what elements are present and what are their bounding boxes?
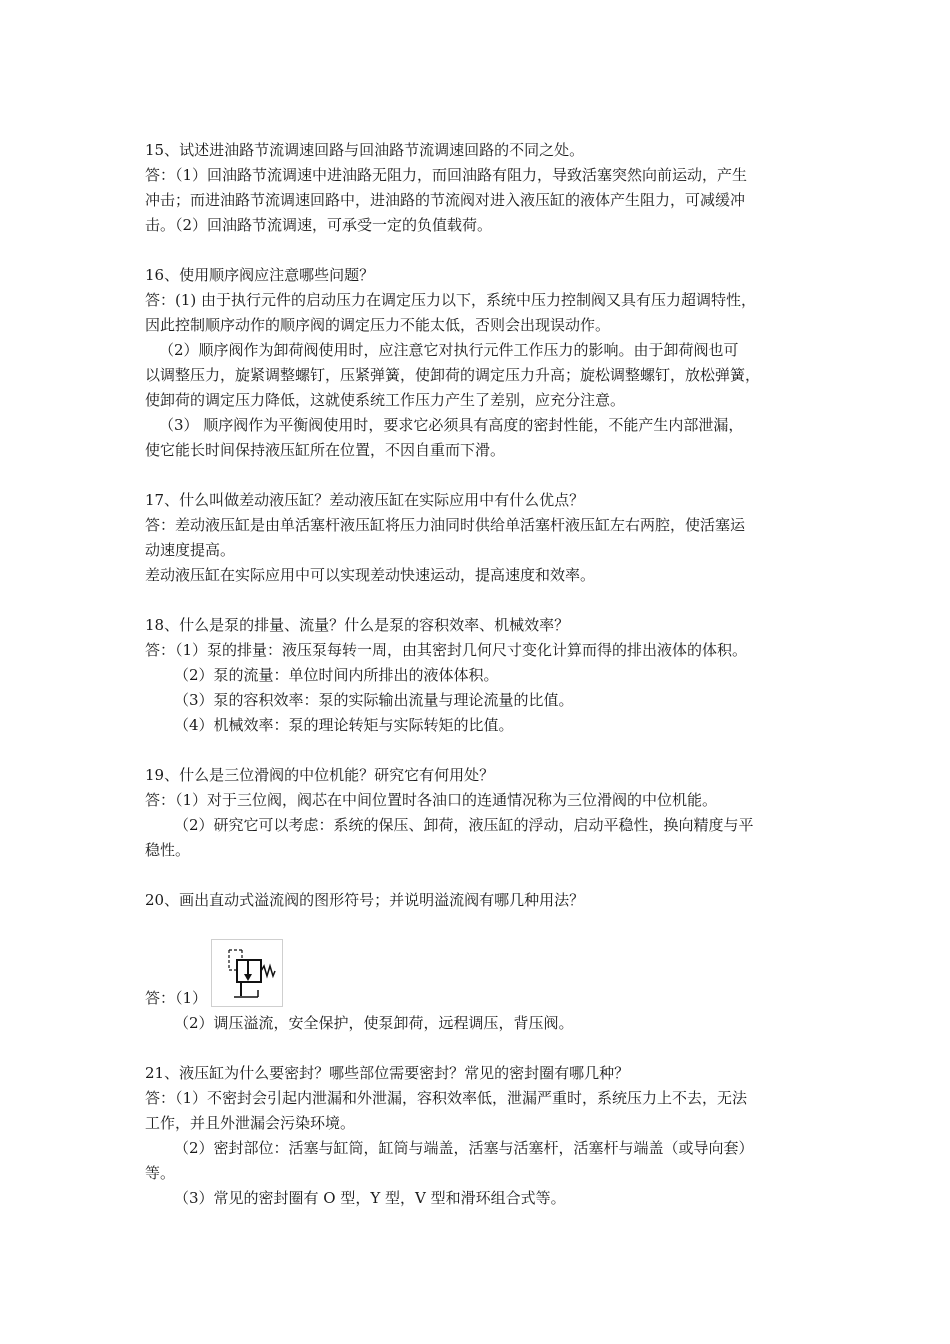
symbol-answer-line (145, 921, 810, 1011)
answer-line: 答：（1）回油路节流调速中进油路无阻力，而回油路有阻力，导致活塞突然向前运动，产生 (145, 166, 748, 184)
answer-label: 答：（1） (145, 989, 208, 1007)
answer-line: 以调整压力，旋紧调整螺钉，压紧弹簧，使卸荷的调定压力升高；旋松调整螺钉，放松弹簧， (145, 366, 761, 384)
answer-line: 答：（1）不密封会引起内泄漏和外泄漏，容积效率低，泄漏严重时，系统压力上不去，无法 (145, 1089, 748, 1107)
answer-line: 答：(1) 由于执行元件的启动压力在调定压力以下，系统中压力控制阀又具有压力超调特性， (145, 291, 757, 309)
question-21: 21、液压缸为什么要密封？哪些部位需要密封？常见的密封圈有哪几种？ (145, 1064, 630, 1082)
qa-block-20 (145, 888, 810, 1036)
answer-line: 等。 (145, 1164, 176, 1182)
question-15: 15、试述进油路节流调速回路与回油路节流调速回路的不同之处。 (145, 141, 585, 159)
answer-line: （4）机械效率：泵的理论转矩与实际转矩的比值。 (174, 716, 514, 734)
answer-line: 稳性。 (145, 841, 191, 859)
answer-line: 动速度提高。 (145, 541, 236, 559)
qa-block-17 (145, 488, 810, 588)
answer-line: 答：差动液压缸是由单活塞杆液压缸将压力油同时供给单活塞杆液压缸左右两腔，使活塞运 (145, 516, 746, 534)
qa-block-15 (145, 138, 810, 238)
answer-line: （2）密封部位：活塞与缸筒，缸筒与端盖，活塞与活塞杆，活塞杆与端盖（或导向套） (174, 1139, 754, 1157)
answer-line: （3） 顺序阀作为平衡阀使用时，要求它必须具有高度的密封性能，不能产生内部泄漏， (159, 416, 744, 434)
answer-line: 差动液压缸在实际应用中可以实现差动快速运动，提高速度和效率。 (145, 566, 596, 584)
relief-valve-symbol-icon (211, 939, 283, 1007)
question-19: 19、什么是三位滑阀的中位机能？研究它有何用处？ (145, 766, 495, 784)
answer-line: （2）泵的流量：单位时间内所排出的液体体积。 (174, 666, 499, 684)
answer-line: 使它能长时间保持液压缸所在位置，不因自重而下滑。 (145, 441, 506, 459)
question-20: 20、画出直动式溢流阀的图形符号；并说明溢流阀有哪几种用法？ (145, 891, 585, 909)
question-18: 18、什么是泵的排量、流量？什么是泵的容积效率、机械效率？ (145, 616, 570, 634)
qa-block-18 (145, 613, 810, 738)
question-17: 17、什么叫做差动液压缸？差动液压缸在实际应用中有什么优点？ (145, 491, 585, 509)
answer-line: （2）研究它可以考虑：系统的保压、卸荷，液压缸的浮动，启动平稳性，换向精度与平 (174, 816, 754, 834)
answer-line: （3）常见的密封圈有 O 型，Y 型，V 型和滑环组合式等。 (174, 1189, 566, 1207)
qa-block-19 (145, 763, 810, 863)
answer-line: 使卸荷的调定压力降低，这就使系统工作压力产生了差别，应充分注意。 (145, 391, 626, 409)
answer-line: 答：（1）对于三位阀，阀芯在中间位置时各油口的连通情况称为三位滑阀的中位机能。 (145, 791, 718, 809)
answer-line: 冲击；而进油路节流调速回路中，进油路的节流阀对进入液压缸的液体产生阻力，可减缓冲 (145, 191, 746, 209)
question-16: 16、使用顺序阀应注意哪些问题？ (145, 266, 375, 284)
answer-line: （3）泵的容积效率：泵的实际输出流量与理论流量的比值。 (174, 691, 574, 709)
qa-block-16 (145, 263, 810, 463)
document-page (145, 138, 810, 1236)
answer-line: 击。（2）回油路节流调速，可承受一定的负值载荷。 (145, 216, 493, 234)
answer-line: 因此控制顺序动作的顺序阀的调定压力不能太低，否则会出现误动作。 (145, 316, 611, 334)
qa-block-21 (145, 1061, 810, 1211)
answer-line: （2）顺序阀作为卸荷阀使用时，应注意它对执行元件工作压力的影响。由于卸荷阀也可 (159, 341, 739, 359)
answer-line: 工作，并且外泄漏会污染环境。 (145, 1114, 356, 1132)
answer-line: 答：（1）泵的排量：液压泵每转一周，由其密封几何尺寸变化计算而得的排出液体的体积。 (145, 641, 748, 659)
answer-line: （2）调压溢流，安全保护，使泵卸荷，远程调压，背压阀。 (174, 1014, 574, 1032)
